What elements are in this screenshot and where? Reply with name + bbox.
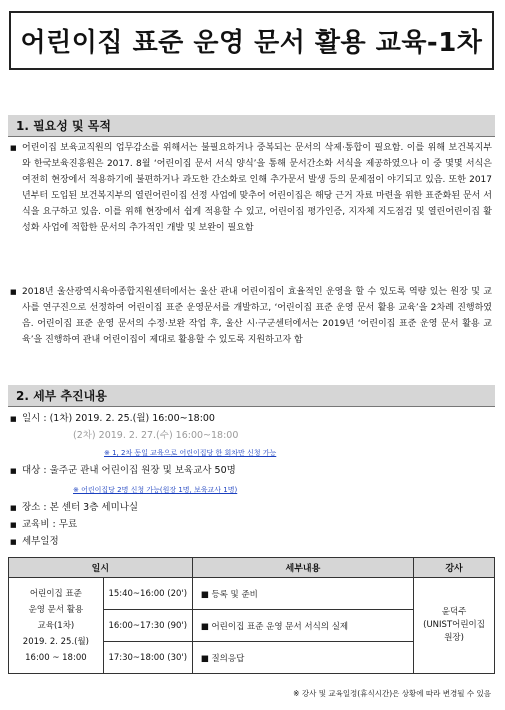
bullet-icon: ■ bbox=[200, 653, 212, 664]
date-line: 일시 : (1차) 2019. 2. 25.(월) 16:00~18:00 bbox=[22, 413, 215, 424]
schedule-line: 세부일정 bbox=[22, 536, 59, 547]
document-title: 어린이집 표준 운영 문서 활용 교육-1차 bbox=[20, 28, 483, 58]
instructor-line: 윤덕주 bbox=[441, 607, 467, 617]
title-box bbox=[9, 11, 494, 70]
bullet-icon: ■ bbox=[200, 589, 212, 600]
footnote: ※ 강사 및 교육일정(휴식시간)은 상황에 따라 변경될 수 있음 bbox=[293, 689, 491, 698]
bullet-icon: ■ bbox=[10, 288, 17, 296]
target-item bbox=[10, 463, 236, 479]
session-date-line: 16:00 ~ 18:00 bbox=[25, 652, 87, 663]
session-date-line: 교육(1차) bbox=[37, 620, 75, 631]
table-header-row bbox=[9, 558, 495, 578]
bullet-icon: ■ bbox=[10, 504, 17, 512]
place-line: 장소 : 본 센터 3층 세미나실 bbox=[22, 502, 139, 513]
header-datetime: 일시 bbox=[9, 558, 193, 578]
content-cell bbox=[192, 578, 413, 610]
date-line-2: (2차) 2019. 2. 27.(수) 16:00~18:00 bbox=[73, 430, 239, 441]
purpose-paragraph-2-text: 2018년 울산광역시육아종합지원센터에서는 울산 관내 어린이집이 효율적인 운영을 할 수 있도록 역량 있는 원장 및 교사를 연구진으로 선정하여 어린이집 표준 운영문서를 개발하고, ‘어린이집 표준 운영 문서 활용 교육’을 2차례 진행하였음. 어린이집 표준 운영 문서의 수정·보완 작업 후, 울산 시·구군센터에서는 2019년 ‘어린이집 표준 운영 문서 활용 교육’을 진행하여 관내 어린이집이 제대로 활용할 수 있도록 지원하고자 함 bbox=[22, 287, 492, 345]
target-note: ※ 어린이집당 2명 신청 가능(원장 1명, 보육교사 1명) bbox=[73, 486, 238, 494]
schedule-table bbox=[8, 557, 495, 674]
session-date-line: 2019. 2. 25.(월) bbox=[22, 636, 89, 647]
target-line: 대상 : 울주군 관내 어린이집 원장 및 보육교사 50명 bbox=[22, 465, 236, 476]
session-date-cell bbox=[9, 578, 104, 674]
schedule-item bbox=[10, 534, 59, 550]
session-date-line: 어린이집 표준 bbox=[29, 588, 82, 599]
header-content: 세부내용 bbox=[192, 558, 413, 578]
session-date-line: 운영 문서 활용 bbox=[28, 604, 84, 615]
bullet-icon: ■ bbox=[10, 144, 17, 152]
date-item bbox=[10, 411, 215, 427]
section-2-heading: 2. 세부 추진내용 bbox=[8, 385, 495, 407]
time-cell: 16:00~17:30 (90') bbox=[103, 610, 192, 642]
content-cell bbox=[192, 610, 413, 642]
time-cell: 15:40~16:00 (20') bbox=[103, 578, 192, 610]
bullet-icon: ■ bbox=[200, 621, 212, 632]
place-item bbox=[10, 500, 139, 516]
content-text: 어린이집 표준 운영 문서 서식의 실제 bbox=[211, 621, 349, 632]
date-note: ※ 1, 2차 동일 교육으로 어린이집당 한 회차만 신청 가능 bbox=[104, 449, 277, 457]
time-cell: 17:30~18:00 (30') bbox=[103, 642, 192, 674]
header-instructor: 강사 bbox=[414, 558, 495, 578]
purpose-paragraph-1-text: 어린이집 보육교직원의 업무감소를 위해서는 불필요하거나 중복되는 문서의 삭제·통합이 필요함. 이를 위해 보건복지부와 한국보육진흥원은 2017. 8월 ‘어린이집 문서 서식 양식’을 통해 문서간소화 서식을 제공하였으나 이 중 몇몇 서식은 여전히 현장에서 적용하기에 불편하거나 과도한 간소화로 인해 추가문서 발생 등의 문제점이 야기되고 있음. 또한 2017년부터 도입된 보건복지부의 열린어린이집 선정 사업에 맞추어 어린이집은 해당 근거 자료 마련을 위한 표준화된 문서 서식을 요구하고 있음. 이를 위해 현장에서 쉽게 적용할 수 있고, 어린이집 평가인증, 지자체 지도점검 및 열린어린이집 활성화 사업에 적합한 문서의 추가적인 개발 및 보완이 필요함 bbox=[22, 143, 492, 233]
instructor-cell bbox=[414, 578, 495, 674]
bullet-icon: ■ bbox=[10, 521, 17, 529]
purpose-paragraph-1 bbox=[10, 140, 492, 236]
fee-line: 교육비 : 무료 bbox=[22, 519, 78, 530]
bullet-icon: ■ bbox=[10, 415, 17, 423]
table-row bbox=[9, 578, 495, 610]
section-1-heading: 1. 필요성 및 목적 bbox=[8, 115, 495, 137]
content-text: 등록 및 준비 bbox=[211, 589, 258, 600]
content-cell bbox=[192, 642, 413, 674]
content-text: 질의응답 bbox=[211, 653, 245, 664]
bullet-icon: ■ bbox=[10, 467, 17, 475]
fee-item bbox=[10, 517, 78, 533]
instructor-line: 원장) bbox=[444, 633, 464, 643]
bullet-icon: ■ bbox=[10, 538, 17, 546]
instructor-line: (UNIST어린이집 bbox=[423, 620, 485, 630]
purpose-paragraph-2 bbox=[10, 284, 492, 348]
